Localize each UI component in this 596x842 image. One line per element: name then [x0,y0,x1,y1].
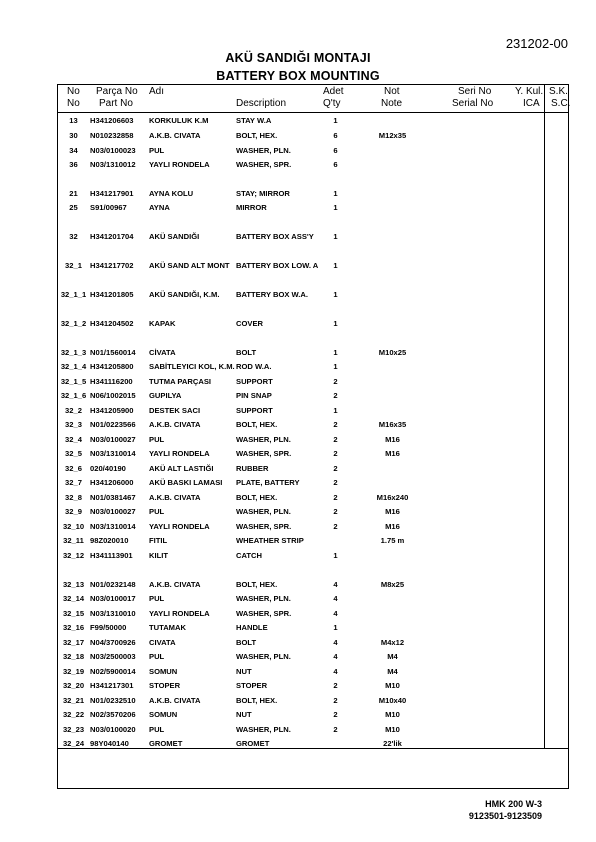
header-ica-tr: Y. Kul. [515,86,544,97]
cell-part: N03/1310012 [90,160,136,169]
cell-name: AKÜ SANDIĞI, K.M. [149,290,220,299]
cell-desc: WHEATHER STRIP [236,536,304,545]
table-row [58,159,568,170]
cell-name: A.K.B. CIVATA [149,696,201,705]
header-sc-en: S.C. [551,98,571,109]
cell-part: N03/0100027 [90,507,136,516]
cell-desc: NUT [236,710,252,719]
cell-desc: STAY; MIRROR [236,189,290,198]
cell-part: H341205800 [90,362,134,371]
cell-no: 30 [69,131,78,140]
cell-qty: 4 [333,652,338,661]
cell-qty: 2 [333,710,338,719]
header-desc-en: Description [236,98,287,109]
cell-part: N03/0100027 [90,435,136,444]
table-row [58,376,568,387]
cell-no: 32_20 [62,681,85,690]
title-english: BATTERY BOX MOUNTING [216,69,380,83]
table-row [58,231,568,242]
cell-name: DESTEK SACI [149,406,201,415]
table-row [58,188,568,199]
cell-qty: 1 [333,348,338,357]
cell-qty: 1 [333,203,338,212]
cell-part: N06/1002015 [90,391,136,400]
cell-part: H341113901 [90,551,133,560]
cell-part: 020/40190 [90,464,126,473]
cell-desc: SUPPORT [236,377,273,386]
table-row [58,738,568,749]
cell-name: AYNA KOLU [149,189,194,198]
table-row [58,535,568,546]
cell-name: AYNA [149,203,170,212]
cell-no: 32_19 [62,667,85,676]
cell-note: M16 [385,449,400,458]
cell-part: H341217901 [90,189,134,198]
cell-part: N01/0223566 [90,420,136,429]
cell-name: AKÜ SAND ALT MONT [149,261,230,270]
table-row [58,593,568,604]
cell-qty: 2 [333,478,338,487]
cell-desc: BOLT, HEX. [236,580,278,589]
table-row [58,130,568,141]
cell-desc: BOLT, HEX. [236,493,278,502]
cell-name: AKÜ SANDIĞI [149,232,200,241]
cell-name: GROMET [149,739,183,748]
cell-part: H341217702 [90,261,134,270]
cell-note: M10x40 [378,696,407,705]
cell-desc: NUT [236,667,252,676]
table-row [58,680,568,691]
cell-note: M4x12 [380,638,405,647]
header-no-en: No [67,98,80,109]
cell-name: YAYLI RONDELA [149,449,210,458]
table-row [58,550,568,561]
cell-name: AKÜ ALT LASTIĞI [149,464,214,473]
cell-qty: 1 [333,406,338,415]
header-no-tr: No [67,86,80,97]
table-row [58,463,568,474]
cell-qty: 2 [333,464,338,473]
table-row [58,448,568,459]
cell-no: 32_13 [62,580,85,589]
cell-name: SOMUN [149,710,178,719]
cell-qty: 6 [333,146,338,155]
cell-name: PUL [149,507,165,516]
table-row [58,622,568,633]
header-part-tr: Parça No [96,86,138,97]
cell-qty: 1 [333,261,338,270]
cell-desc: PIN SNAP [236,391,272,400]
cell-part: N01/0232510 [90,696,136,705]
cell-desc: WASHER, PLN. [236,435,291,444]
cell-name: STOPER [149,681,181,690]
header-qty-tr: Adet [323,86,344,97]
cell-desc: BATTERY BOX W.A. [236,290,309,299]
cell-qty: 1 [333,290,338,299]
cell-part: H341204502 [90,319,134,328]
table-row [58,289,568,300]
cell-desc: GROMET [236,739,270,748]
cell-no: 32_6 [65,464,82,473]
cell-qty: 4 [333,609,338,618]
cell-part: N01/0381467 [90,493,136,502]
cell-qty: 4 [333,594,338,603]
cell-name: YAYLI RONDELA [149,609,210,618]
cell-qty: 2 [333,696,338,705]
cell-qty: 1 [333,319,338,328]
cell-no: 32_21 [62,696,85,705]
cell-part: N010232858 [90,131,134,140]
cell-desc: COVER [236,319,264,328]
cell-no: 32_11 [63,536,84,545]
cell-no: 32_18 [62,652,85,661]
cell-no: 32_7 [65,478,82,487]
cell-qty: 2 [333,420,338,429]
table-row [58,521,568,532]
title-turkish: AKÜ SANDIĞI MONTAJI [225,51,371,65]
cell-part: N03/2500003 [90,652,136,661]
cell-part: N01/1560014 [90,348,136,357]
cell-no: 32_12 [62,551,85,560]
cell-desc: ROD W.A. [236,362,272,371]
table-row [58,115,568,126]
cell-name: A.K.B. CIVATA [149,580,201,589]
cell-name: A.K.B. CIVATA [149,131,201,140]
cell-part: H341206603 [90,116,134,125]
cell-note: M8x25 [380,580,405,589]
cell-part: N02/5900014 [90,667,136,676]
cell-qty: 2 [333,449,338,458]
cell-name: PUL [149,146,165,155]
cell-desc: WASHER, SPR. [236,160,292,169]
cell-name: SOMUN [149,667,178,676]
cell-note: 1.75 m [380,536,405,545]
cell-note: M16x240 [376,493,409,502]
header-ica-en: ICA [523,98,540,109]
cell-no: 32_4 [65,435,82,444]
cell-name: YAYLI RONDELA [149,522,210,531]
table-row [58,506,568,517]
cell-qty: 6 [333,160,338,169]
cell-qty: 6 [333,131,338,140]
cell-name: YAYLI RONDELA [149,160,210,169]
table-row [58,145,568,156]
table-row [58,637,568,648]
table-row [58,666,568,677]
table-row [58,724,568,735]
cell-part: N04/3700926 [90,638,136,647]
cell-no: 32_17 [62,638,85,647]
cell-part: S91/00967 [90,203,127,212]
cell-part: N03/1310010 [90,609,136,618]
header-qty-en: Q'ty [323,98,341,109]
cell-no: 32_1_6 [60,391,87,400]
cell-no: 32_23 [62,725,85,734]
table-row [58,492,568,503]
cell-name: A.K.B. CIVATA [149,420,201,429]
cell-no: 25 [69,203,78,212]
cell-desc: CATCH [236,551,263,560]
header-note-tr: Not [384,86,400,97]
header-serial-en: Serial No [452,98,494,109]
cell-no: 32_5 [65,449,82,458]
cell-desc: STAY W.A [236,116,272,125]
cell-no: 36 [69,160,78,169]
header-note-en: Note [381,98,403,109]
cell-note: M10x25 [378,348,407,357]
cell-part: N02/3570206 [90,710,136,719]
table-row [58,709,568,720]
cell-qty: 4 [333,638,338,647]
cell-part: N03/1310014 [90,522,136,531]
cell-qty: 2 [333,522,338,531]
cell-note: M16x35 [378,420,407,429]
cell-no: 32_24 [62,739,85,748]
cell-no: 32_9 [65,507,82,516]
cell-no: 32_10 [62,522,85,531]
header-part-en: Part No [99,98,133,109]
cell-note: M16 [385,522,400,531]
cell-desc: WASHER, PLN. [236,507,291,516]
cell-note: M16 [385,507,400,516]
cell-name: SABİTLEYICI KOL, K.M. [149,362,235,371]
table-row [58,390,568,401]
cell-no: 32_1_3 [60,348,87,357]
cell-name: PUL [149,435,165,444]
cell-desc: BOLT, HEX. [236,131,278,140]
cell-part: N03/0100023 [90,146,136,155]
cell-name: PUL [149,652,165,661]
cell-no: 32_1_1 [60,290,87,299]
table-row [58,361,568,372]
table-row [58,318,568,329]
header-sc-tr: S.K. [549,86,568,97]
cell-desc: STOPER [236,681,268,690]
cell-desc: BOLT, HEX. [236,696,278,705]
cell-qty: 1 [333,116,338,125]
footer-serial-range: 9123501-9123509 [468,811,542,821]
cell-qty: 1 [333,362,338,371]
cell-part: H341206000 [90,478,134,487]
cell-qty: 2 [333,507,338,516]
footer-model: HMK 200 W-3 [485,799,542,809]
cell-desc: BATTERY BOX LOW. A [236,261,319,270]
cell-part: 98Y040140 [90,739,129,748]
cell-no: 32_1_5 [60,377,87,386]
cell-part: N01/0232148 [90,580,136,589]
cell-name: CİVATA [149,348,176,357]
cell-desc: MIRROR [236,203,267,212]
cell-qty: 1 [333,623,338,632]
cell-no: 32_1_4 [60,362,87,371]
cell-no: 32_16 [62,623,85,632]
cell-part: N03/1310014 [90,449,136,458]
cell-qty: 2 [333,725,338,734]
table-row [58,651,568,662]
cell-no: 32_2 [65,406,82,415]
cell-qty: 2 [333,493,338,502]
table-row [58,347,568,358]
cell-no: 21 [69,189,78,198]
document-code: 231202-00 [505,36,568,51]
header-serial-tr: Seri No [458,86,492,97]
cell-part: 98Z020010 [90,536,129,545]
cell-desc: BOLT [236,638,257,647]
cell-part: H341205900 [90,406,134,415]
cell-note: 22'lik [383,739,402,748]
cell-note: M12x35 [378,131,407,140]
column-divider [544,85,545,748]
cell-part: H341116200 [90,377,133,386]
cell-no: 34 [69,146,78,155]
table-row [58,419,568,430]
parts-table [57,84,569,789]
cell-name: A.K.B. CIVATA [149,493,201,502]
cell-desc: HANDLE [236,623,268,632]
cell-no: 13 [69,116,78,125]
cell-part: H341201805 [90,290,134,299]
cell-no: 32_15 [62,609,85,618]
cell-note: M4 [387,667,398,676]
cell-desc: SUPPORT [236,406,273,415]
cell-qty: 1 [333,551,338,560]
cell-desc: PLATE, BATTERY [236,478,300,487]
cell-name: AKÜ BASKI LAMASI [149,478,223,487]
cell-name: FITIL [149,536,168,545]
cell-no: 32_8 [65,493,82,502]
table-row [58,434,568,445]
cell-qty: 1 [333,189,338,198]
table-row [58,695,568,706]
cell-name: KAPAK [149,319,176,328]
cell-name: GUPILYA [149,391,182,400]
cell-note: M4 [387,652,398,661]
cell-name: PUL [149,594,165,603]
cell-desc: WASHER, SPR. [236,609,292,618]
cell-desc: BOLT, HEX. [236,420,278,429]
cell-note: M10 [385,725,400,734]
table-row [58,260,568,271]
table-row [58,405,568,416]
cell-name: CIVATA [149,638,176,647]
cell-desc: WASHER, PLN. [236,652,291,661]
cell-no: 32_1_2 [60,319,87,328]
cell-desc: WASHER, SPR. [236,449,292,458]
cell-note: M16 [385,435,400,444]
table-row [58,608,568,619]
cell-desc: WASHER, PLN. [236,594,291,603]
cell-part: N03/0100017 [90,594,136,603]
cell-name: TUTAMAK [149,623,186,632]
header-divider [58,112,568,113]
cell-no: 32 [69,232,78,241]
cell-qty: 4 [333,667,338,676]
cell-part: F99/50000 [90,623,127,632]
cell-part: N03/0100020 [90,725,136,734]
cell-no: 32_14 [62,594,85,603]
table-row [58,202,568,213]
cell-name: TUTMA PARÇASI [149,377,212,386]
table-row [58,477,568,488]
cell-desc: WASHER, PLN. [236,146,291,155]
cell-desc: BATTERY BOX ASS'Y [236,232,314,241]
cell-qty: 2 [333,681,338,690]
cell-qty: 1 [333,232,338,241]
cell-qty: 2 [333,377,338,386]
cell-desc: WASHER, PLN. [236,725,291,734]
cell-name: KORKULUK K.M [149,116,209,125]
cell-name: KILIT [149,551,168,560]
cell-part: H341201704 [90,232,134,241]
cell-note: M10 [385,681,400,690]
cell-qty: 4 [333,580,338,589]
cell-desc: BOLT [236,348,257,357]
header-name-tr: Adı [149,86,165,97]
cell-part: H341217301 [90,681,134,690]
cell-qty: 2 [333,435,338,444]
cell-no: 32_1 [65,261,82,270]
cell-note: M10 [385,710,400,719]
cell-name: PUL [149,725,165,734]
table-row [58,579,568,590]
cell-qty: 2 [333,391,338,400]
cell-no: 32_3 [65,420,82,429]
cell-desc: RUBBER [236,464,269,473]
cell-no: 32_22 [62,710,85,719]
cell-desc: WASHER, SPR. [236,522,292,531]
